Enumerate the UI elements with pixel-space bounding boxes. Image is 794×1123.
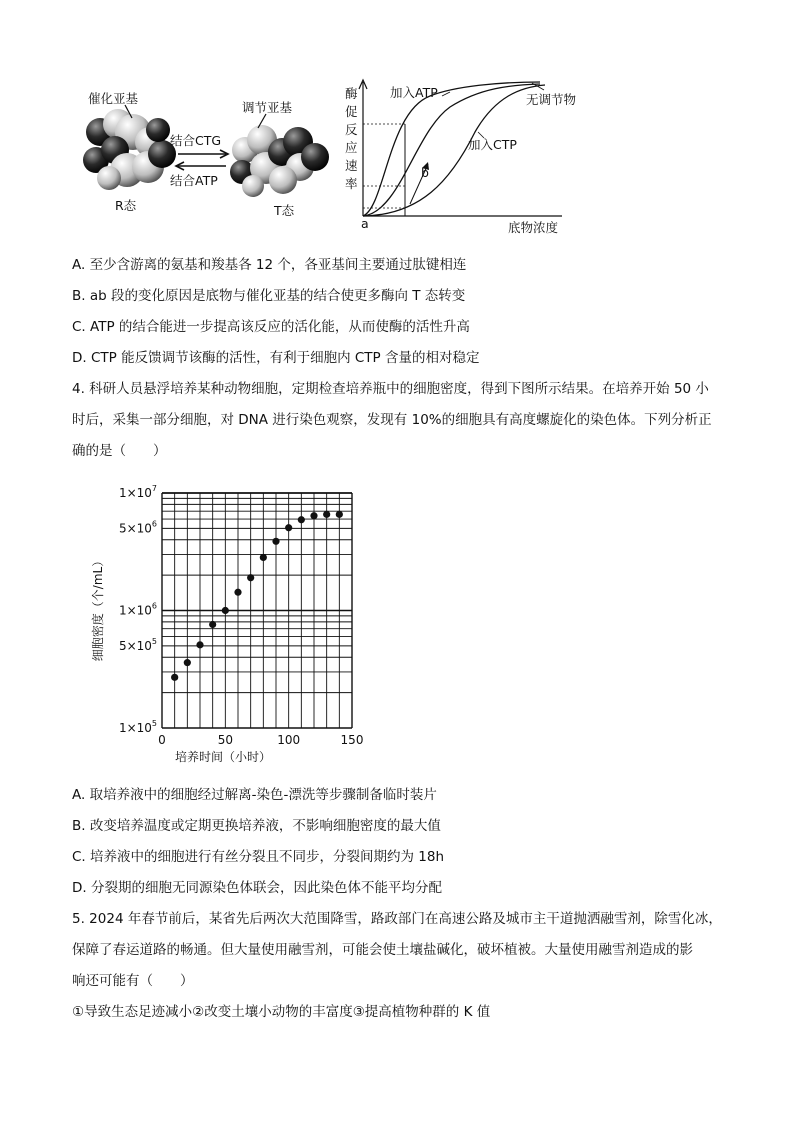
x-axis-label: 培养时间（小时） [174, 750, 272, 764]
y-axis-label: 细胞密度（个/mL） [91, 554, 105, 662]
y-label-char: 速 [345, 158, 358, 173]
q5-statements: ①导致生态足迹减小②改变土壤小动物的丰富度③提高植物种群的 K 值 [72, 1004, 491, 1020]
t-state-molecule [230, 125, 329, 197]
y-label-char: 率 [345, 176, 358, 191]
q4-option-d: D. 分裂期的细胞无同源染色体联会，因此染色体不能平均分配 [72, 880, 442, 896]
data-point [285, 524, 292, 531]
catalytic-subunit-label: 催化亚基 [88, 91, 139, 106]
t-state-label: T态 [274, 203, 295, 218]
x-axis-label: 底物浓度 [508, 220, 559, 235]
curve-ctp-label: 加入CTP [468, 137, 517, 152]
y-tick-label: $1\times 10^5$ [118, 719, 157, 735]
point-b-label: b [421, 165, 429, 180]
x-tick-label: 100 [277, 733, 301, 747]
data-point [247, 574, 254, 581]
q4-option-b: B. 改变培养温度或定期更换培养液，不影响细胞密度的最大值 [72, 818, 441, 834]
y-label-char: 反 [345, 122, 358, 137]
data-point [260, 554, 267, 561]
data-point [234, 589, 241, 596]
data-point [222, 607, 229, 614]
q4-stem-line: 确的是（ ） [72, 443, 167, 459]
y-label-char: 应 [345, 140, 358, 155]
data-point [298, 516, 305, 523]
data-point [272, 538, 279, 545]
bind-ctg-label: 结合CTG [170, 133, 222, 148]
q3-option-a: A. 至少含游离的氨基和羧基各 12 个，各亚基间主要通过肽键相连 [72, 257, 467, 273]
q4-stem-line: 时后，采集一部分细胞，对 DNA 进行染色观察，发现有 10%的细胞具有高度螺旋化的染色体。下列分析正 [72, 412, 712, 428]
y-tick-label: $1\times 10^7$ [118, 484, 157, 500]
y-tick-label: $5\times 10^5$ [118, 636, 157, 653]
point-a-label: a [361, 216, 369, 231]
q4-option-a: A. 取培养液中的细胞经过解离-染色-漂洗等步骤制备临时装片 [72, 787, 437, 803]
q4-stem-line: 4. 科研人员悬浮培养某种动物细胞，定期检查培养瓶中的细胞密度，得到下图所示结果。在培养开始 50 小 [72, 381, 709, 397]
data-point [323, 511, 330, 518]
y-label-char: 酶 [345, 86, 358, 101]
curve-atp-label: 加入ATP [390, 85, 438, 100]
q3-option-c: C. ATP 的结合能进一步提高该反应的活化能，从而使酶的活性升高 [72, 319, 470, 335]
q3-option-b: B. ab 段的变化原因是底物与催化亚基的结合使更多酶向 T 态转变 [72, 288, 466, 304]
y-label-char: 促 [345, 104, 358, 119]
r-state-label: R态 [115, 198, 137, 213]
regulatory-subunit-label: 调节亚基 [242, 100, 293, 115]
q5-stem-line: 5. 2024 年春节前后，某省先后两次大范围降雪，路政部门在高速公路及城市主干道抛洒融雪剂，除雪化冰， [72, 911, 722, 927]
q4-option-c: C. 培养液中的细胞进行有丝分裂且不同步，分裂间期约为 18h [72, 849, 445, 865]
data-point [209, 621, 216, 628]
x-tick-label: 50 [217, 733, 233, 747]
rate-chart [345, 80, 577, 235]
enzyme-figure [70, 72, 580, 238]
y-tick-label: $5\times 10^6$ [118, 519, 157, 536]
r-state-molecule [83, 109, 176, 190]
data-point [336, 511, 343, 518]
q5-stem-line: 保障了春运道路的畅通。但大量使用融雪剂，可能会使土壤盐碱化，破坏植被。大量使用融雪剂造成的影 [72, 942, 693, 958]
data-point [171, 674, 178, 681]
cell-density-chart [85, 478, 385, 773]
data-point [196, 641, 203, 648]
q5-stem-line: 响还可能有（ ） [72, 973, 194, 989]
data-point [184, 659, 191, 666]
x-tick-label: 150 [340, 733, 364, 747]
y-tick-label: $1\times 10^6$ [118, 601, 157, 618]
data-point [310, 512, 317, 519]
x-tick-label: 0 [158, 733, 166, 747]
curve-none-label: 无调节物 [526, 92, 577, 107]
q3-option-d: D. CTP 能反馈调节该酶的活性，有利于细胞内 CTP 含量的相对稳定 [72, 350, 480, 366]
bind-atp-label: 结合ATP [170, 173, 218, 188]
